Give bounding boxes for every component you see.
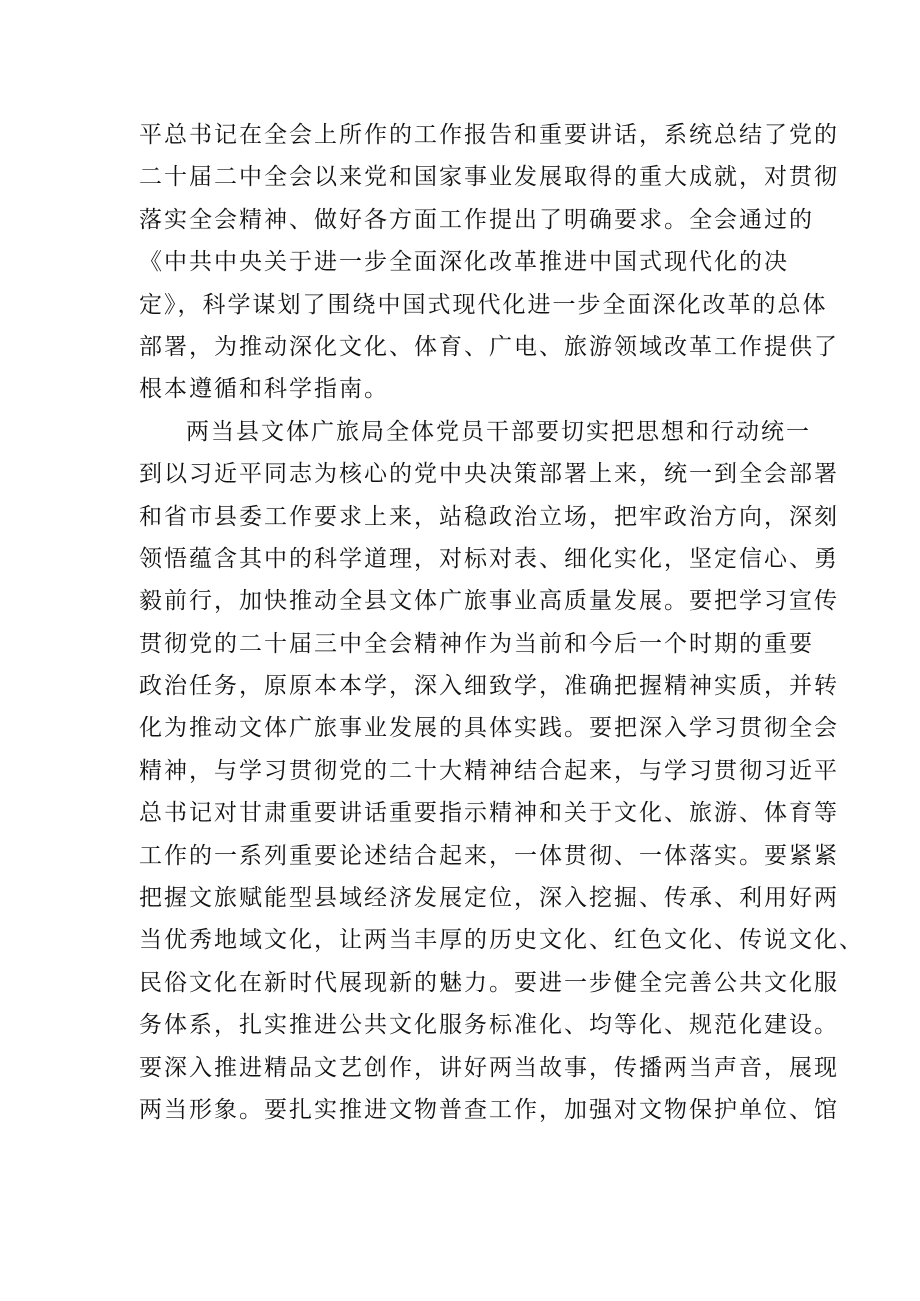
text-line: 落实全会精神、做好各方面工作提出了明确要求。全会通过的 — [139, 206, 814, 233]
text-line: 毅前行，加快推动全县文体广旅事业高质量发展。要把学习宣传 — [139, 588, 839, 615]
text-line: 要深入推进精品文艺创作，讲好两当故事，传播两当声音，展现 — [139, 1054, 839, 1081]
text-line: 部署，为推动深化文化、体育、广电、旅游领域改革工作提供了 — [139, 333, 839, 360]
text-line: 当优秀地域文化，让两当丰厚的历史文化、红色文化、传说文化、 — [139, 927, 864, 954]
text-line: 化为推动文体广旅事业发展的具体实践。要把深入学习贯彻全会 — [139, 715, 839, 742]
text-line: 到以习近平同志为核心的党中央决策部署上来，统一到全会部署 — [139, 461, 839, 488]
document-body — [139, 114, 864, 1131]
paragraph-1 — [139, 114, 839, 411]
text-line: 《中共中央关于进一步全面深化改革推进中国式现代化的决 — [139, 249, 789, 276]
text-line: 工作的一系列重要论述结合起来，一体贯彻、一体落实。要紧紧 — [139, 842, 839, 869]
text-line: 领悟蕴含其中的科学道理，对标对表、细化实化，坚定信心、勇 — [139, 545, 839, 572]
paragraph-2 — [139, 411, 864, 1132]
text-line-first: 两当县文体广旅局全体党员干部要切实把思想和行动统一 — [186, 418, 811, 445]
text-line: 把握文旅赋能型县域经济发展定位，深入挖掘、传承、利用好两 — [139, 885, 839, 912]
text-line: 民俗文化在新时代展现新的魅力。要进一步健全完善公共文化服 — [139, 969, 839, 996]
text-line: 两当形象。要扎实推进文物普查工作，加强对文物保护单位、馆 — [139, 1096, 839, 1123]
text-line: 和省市县委工作要求上来，站稳政治立场，把牢政治方向，深刻 — [139, 503, 839, 530]
text-line: 贯彻党的二十届三中全会精神作为当前和今后一个时期的重要 — [139, 630, 814, 657]
text-line: 政治任务，原原本本学，深入细致学，准确把握精神实质，并转 — [139, 673, 839, 700]
text-line: 二十届二中全会以来党和国家事业发展取得的重大成就，对贯彻 — [139, 164, 839, 191]
text-line: 务体系，扎实推进公共文化服务标准化、均等化、规范化建设。 — [139, 1012, 839, 1039]
text-line: 根本遵循和科学指南。 — [139, 376, 389, 403]
text-line: 平总书记在全会上所作的工作报告和重要讲话，系统总结了党的 — [139, 122, 839, 148]
text-line: 定》，科学谋划了围绕中国式现代化进一步全面深化改革的总体 — [139, 291, 828, 318]
text-line: 总书记对甘肃重要讲话重要指示精神和关于文化、旅游、体育等 — [139, 800, 839, 827]
text-line: 精神，与学习贯彻党的二十大精神结合起来，与学习贯彻习近平 — [139, 757, 839, 784]
